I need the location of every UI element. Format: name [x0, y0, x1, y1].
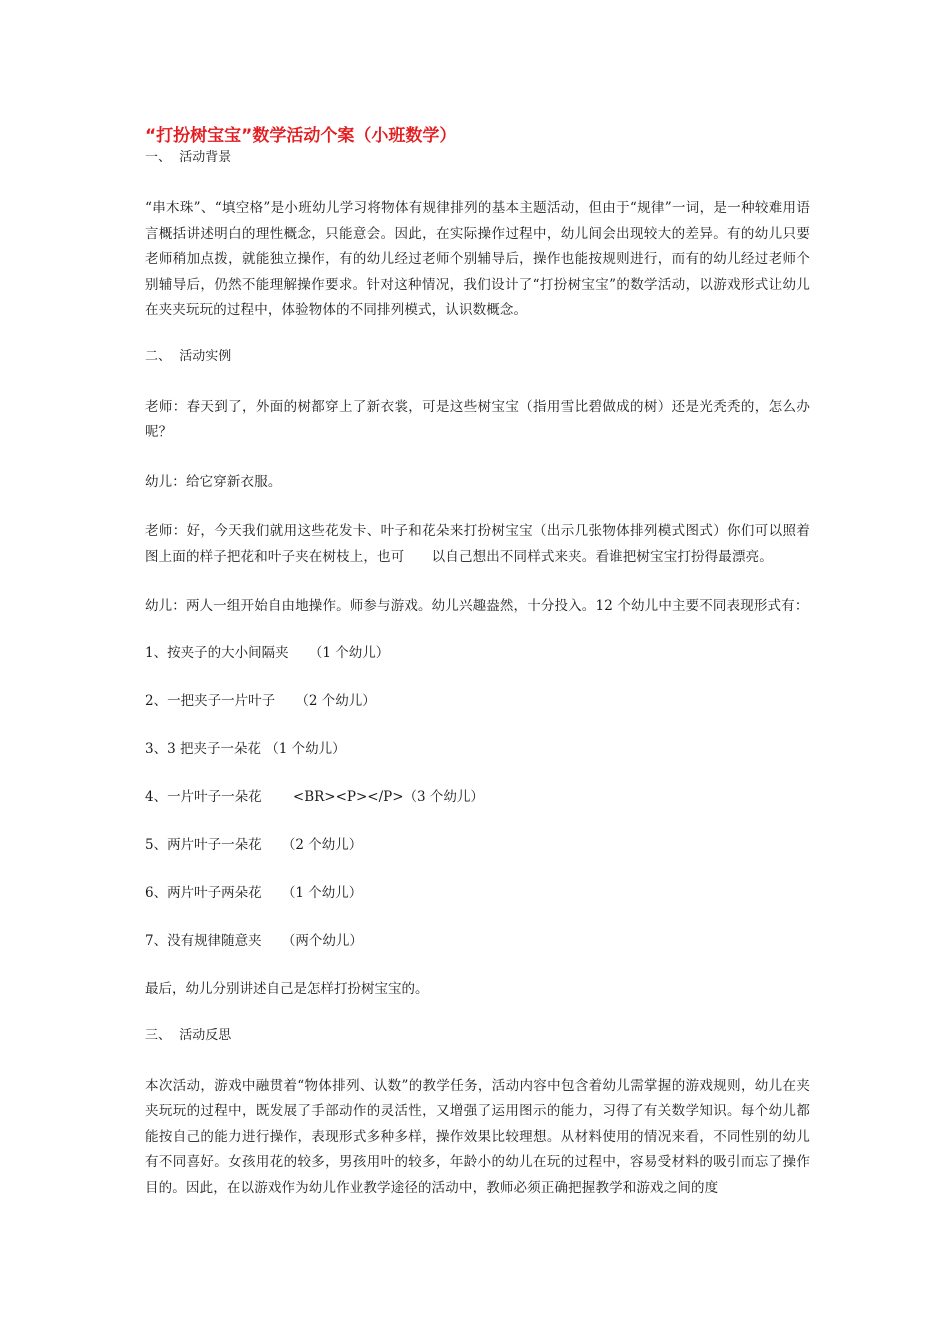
paragraph-background: “串木珠”、“填空格”是小班幼儿学习将物体有规律排列的基本主题活动，但由于“规律”一词，是一种较难用语言概括讲述明白的理性概念，只能意会。因此，在实际操作过程中，幼儿间会出现较大的差异。有的幼儿只要老师稍加点拨，就能独立操作，有的幼儿经过老师个别辅导后，操作也能按规则进行，而有的幼儿经过老师个别辅导后，仍然不能理解操作要求。针对这种情况，我们设计了“打扮树宝宝”的数学活动，以游戏形式让幼儿在夹夹玩玩的过程中，体验物体的不同排列模式，认识数概念。	[145, 200, 810, 318]
paragraph-child-1: 幼儿：给它穿新衣服。	[145, 473, 282, 490]
section-heading-example: 二、 活动实例	[145, 348, 232, 364]
list-item: 3、3 把夹子一朵花 （1 个幼儿）	[145, 740, 346, 757]
list-item: 2、一把夹子一片叶子 （2 个幼儿）	[145, 692, 376, 709]
document-page	[145, 124, 810, 1201]
paragraph-reflection: 本次活动，游戏中融贯着“物体排列、认数”的教学任务，活动内容中包含着幼儿需掌握的游戏规则，幼儿在夹夹玩玩的过程中，既发展了手部动作的灵活性，又增强了运用图示的能力，习得了有关数学知识。每个幼儿都能按自己的能力进行操作，表现形式多种多样，操作效果比较理想。从材料使用的情况来看，不同性别的幼儿有不同喜好。女孩用花的较多，男孩用叶的较多，年龄小的幼儿在玩的过程中，容易受材料的吸引而忘了操作目的。因此，在以游戏作为幼儿作业教学途径的活动中，教师必须正确把握教学和游戏之间的度	[145, 1077, 810, 1196]
section-heading-reflection: 三、 活动反思	[145, 1027, 232, 1043]
paragraph-closing: 最后，幼儿分别讲述自己是怎样打扮树宝宝的。	[145, 980, 429, 997]
list-item: 1、按夹子的大小间隔夹 （1 个幼儿）	[145, 644, 390, 661]
list-item: 5、两片叶子一朵花 （2 个幼儿）	[145, 836, 363, 853]
document-title: “打扮树宝宝”数学活动个案（小班数学）	[145, 126, 457, 146]
paragraph-teacher-1: 老师：春天到了，外面的树都穿上了新衣裳，可是这些树宝宝（指用雪比碧做成的树）还是光秃秃的，怎么办呢？	[145, 398, 810, 440]
paragraph-teacher-2: 老师：好，今天我们就用这些花发卡、叶子和花朵来打扮树宝宝（出示几张物体排列模式图式）你们可以照着图上面的样子把花和叶子夹在树枝上，也可 以自己想出不同样式来夹。看谁把树宝宝打扮得最漂亮。	[145, 523, 810, 565]
list-item: 6、两片叶子两朵花 （1 个幼儿）	[145, 884, 363, 901]
paragraph-child-2: 幼儿：两人一组开始自由地操作。师参与游戏。幼儿兴趣盎然，十分投入。12 个幼儿中主要不同表现形式有：	[145, 598, 809, 614]
list-item: 4、一片叶子一朵花 <BR><P></P>（3 个幼儿）	[145, 788, 484, 805]
list-item: 7、没有规律随意夹 （两个幼儿）	[145, 932, 363, 949]
section-heading-background: 一、 活动背景	[145, 150, 232, 165]
